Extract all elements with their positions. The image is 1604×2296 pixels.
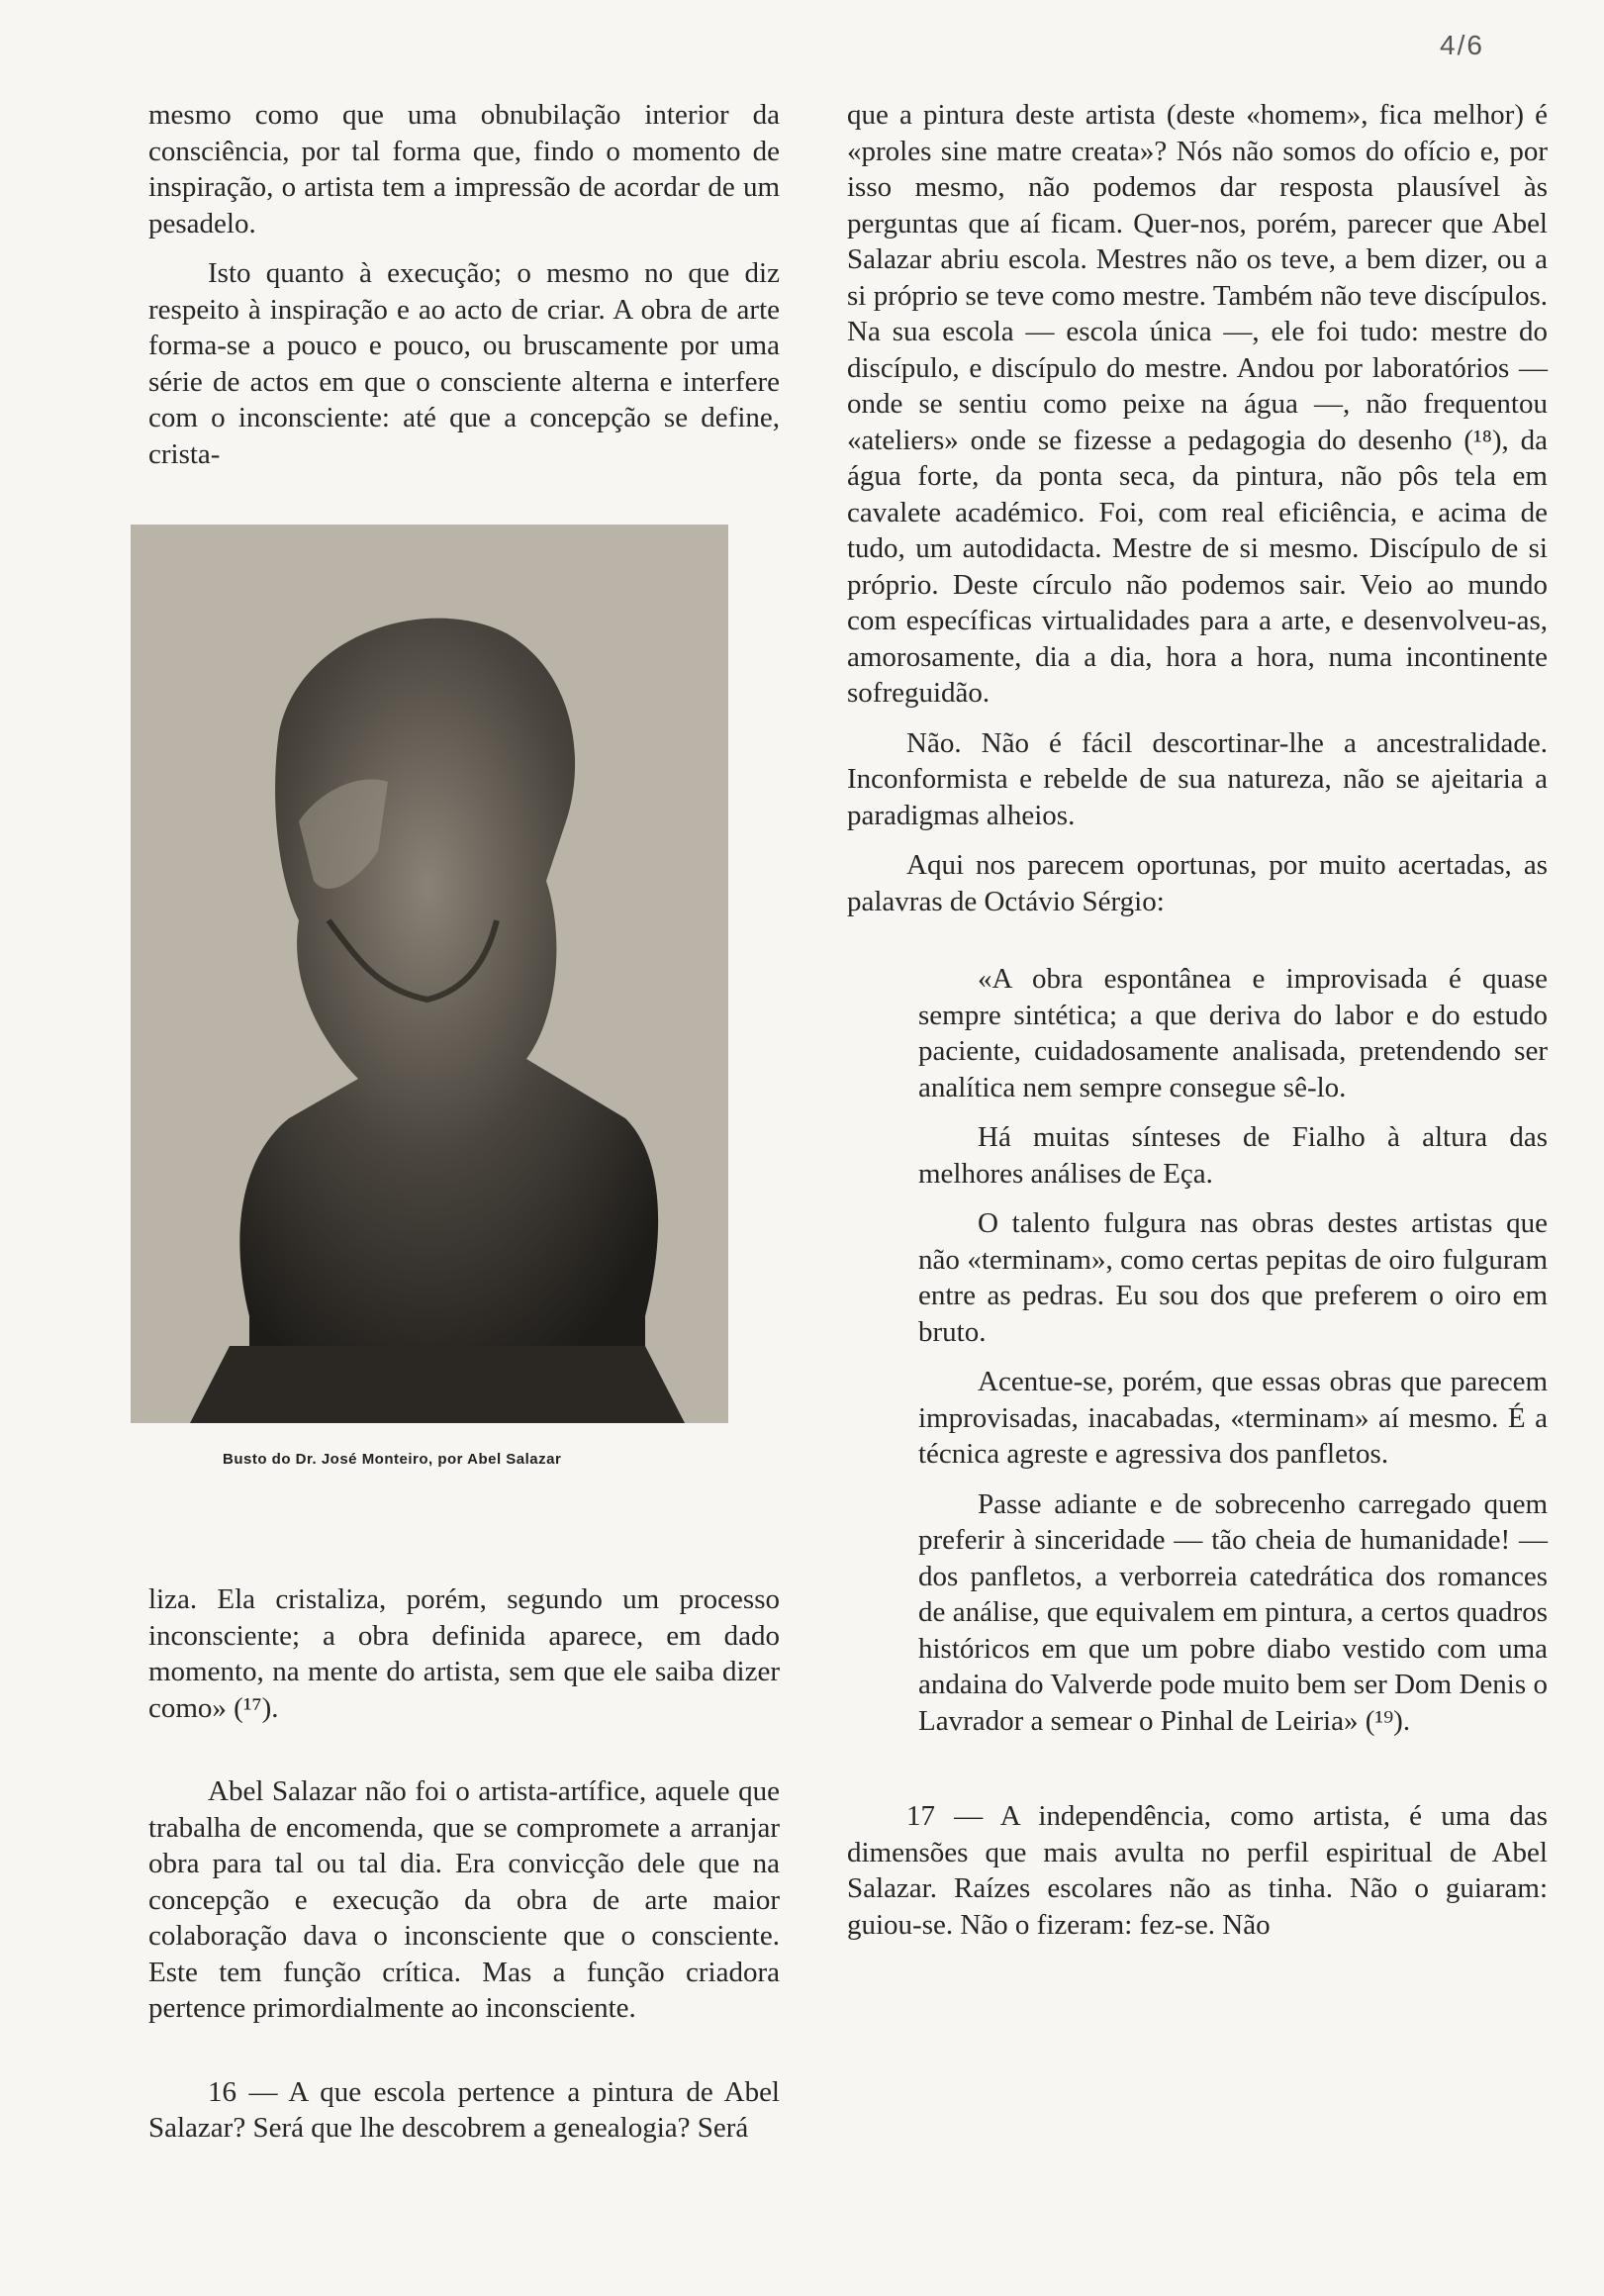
quote-paragraph: «A obra espontânea e improvisada é quase sempre sintética; a que deriva do labor e do estudo paciente, cuidadosamente analisada, pretendendo ser analítica nem sempre consegue sê-lo.: [918, 963, 1548, 1103]
paragraph: Abel Salazar não foi o artista-artífice, aquele que trabalha de encomenda, que se compromete a arranjar obra para tal ou tal dia. Era convicção dele que na concepção e execução da obra de arte maior colaboração dava o inconsciente que o consciente. Este tem função crítica. Mas a função criadora pertence primordialmente ao inconsciente.: [148, 1775, 780, 2024]
paragraph: Isto quanto à execução; o mesmo no que diz respeito à inspiração e ao acto de criar. A obra de arte forma-se a pouco e pouco, ou bruscamente por uma série de actos em que o consciente alterna e interfere com o inconsciente: até que a concepção se define, crista-: [148, 257, 780, 470]
page-number: 4/6: [1440, 30, 1484, 60]
paragraph: que a pintura deste artista (deste «homem», fica melhor) é «proles sine matre creata»? Nós não somos do ofício e, por isso mesmo, não podemos dar resposta plausível às perguntas que aí ficam. Quer-nos, porém, parecer que Abel Salazar abriu escola. Mestres não os teve, a bem dizer, ou a si próprio se teve como mestre. Também não teve discípulos. Na sua escola — escola única —, ele foi tudo: mestre do discípulo, e discípulo do mestre. Andou por laboratórios — onde se sentiu como peixe na água —, não frequentou «ateliers» onde se fizesse a pedagogia do desenho (¹⁸), da água forte, da ponta seca, da pintura, não pôs tela em cavalete académico. Foi, com real eficiência, e acima de tudo, um autodidacta. Mestre de si mesmo. Discípulo de si próprio. Deste círculo não podemos sair. Veio ao mundo com específicas virtualidades para a arte, e desenvolveu-as, amorosamente, dia a dia, hora a hora, numa incontinente sofreguidão.: [847, 99, 1548, 709]
figure-caption: Busto do Dr. José Monteiro, por Abel Salazar: [223, 1451, 562, 1468]
right-column: [847, 97, 1548, 1957]
quote-paragraph: Acentue-se, porém, que essas obras que parecem improvisadas, inacabadas, «terminam» aí mesmo. É a técnica agreste e agressiva dos panfletos.: [918, 1366, 1548, 1470]
paragraph: Aqui nos parecem oportunas, por muito acertadas, as palavras de Octávio Sérgio:: [847, 849, 1548, 917]
bust-photograph: [131, 525, 728, 1423]
quote-paragraph: Passe adiante e de sobrecenho carregado quem preferir à sinceridade — tão cheia de humanidade! — dos panfletos, a verborreia catedrática dos romances de análise, que equivalem em pintura, a certos quadros históricos em que um pobre diabo vestido com uma andaina do Valverde pode muito bem ser Dom Denis o Lavrador a semear o Pinhal de Leiria» (¹⁹).: [918, 1487, 1548, 1737]
section-16-heading-paragraph: 16 — A que escola pertence a pintura de Abel Salazar? Será que lhe descobrem a genealogia? Será: [148, 2075, 780, 2144]
left-column-top: [148, 97, 780, 486]
paragraph: liza. Ela cristaliza, porém, segundo um processo inconsciente; a obra definida aparece, em dado momento, na mente do artista, sem que ele saiba dizer como» (¹⁷).: [148, 1583, 780, 1724]
paragraph: mesmo como que uma obnubilação interior da consciência, por tal forma que, findo o momento de inspiração, o artista tem a impressão de acordar de um pesadelo.: [148, 99, 780, 239]
bust-illustration: [131, 525, 728, 1423]
quotation-block: [918, 961, 1548, 1739]
quote-paragraph: Há muitas sínteses de Fialho à altura das melhores análises de Eça.: [918, 1121, 1548, 1190]
section-17-paragraph: 17 — A independência, como artista, é uma das dimensões que mais avulta no perfil espiritual de Abel Salazar. Raízes escolares não as tinha. Não o guiaram: guiou-se. Não o fizeram: fez-se. Não: [847, 1800, 1548, 1941]
quote-paragraph: O talento fulgura nas obras destes artistas que não «terminam», como certas pepitas de oiro fulguram entre as pedras. Eu sou dos que preferem o oiro em bruto.: [918, 1207, 1548, 1348]
left-column-bottom: [148, 1581, 780, 2160]
paragraph: Não. Não é fácil descortinar-lhe a ancestralidade. Inconformista e rebelde de sua natureza, não se ajeitaria a paradigmas alheios.: [847, 726, 1548, 831]
